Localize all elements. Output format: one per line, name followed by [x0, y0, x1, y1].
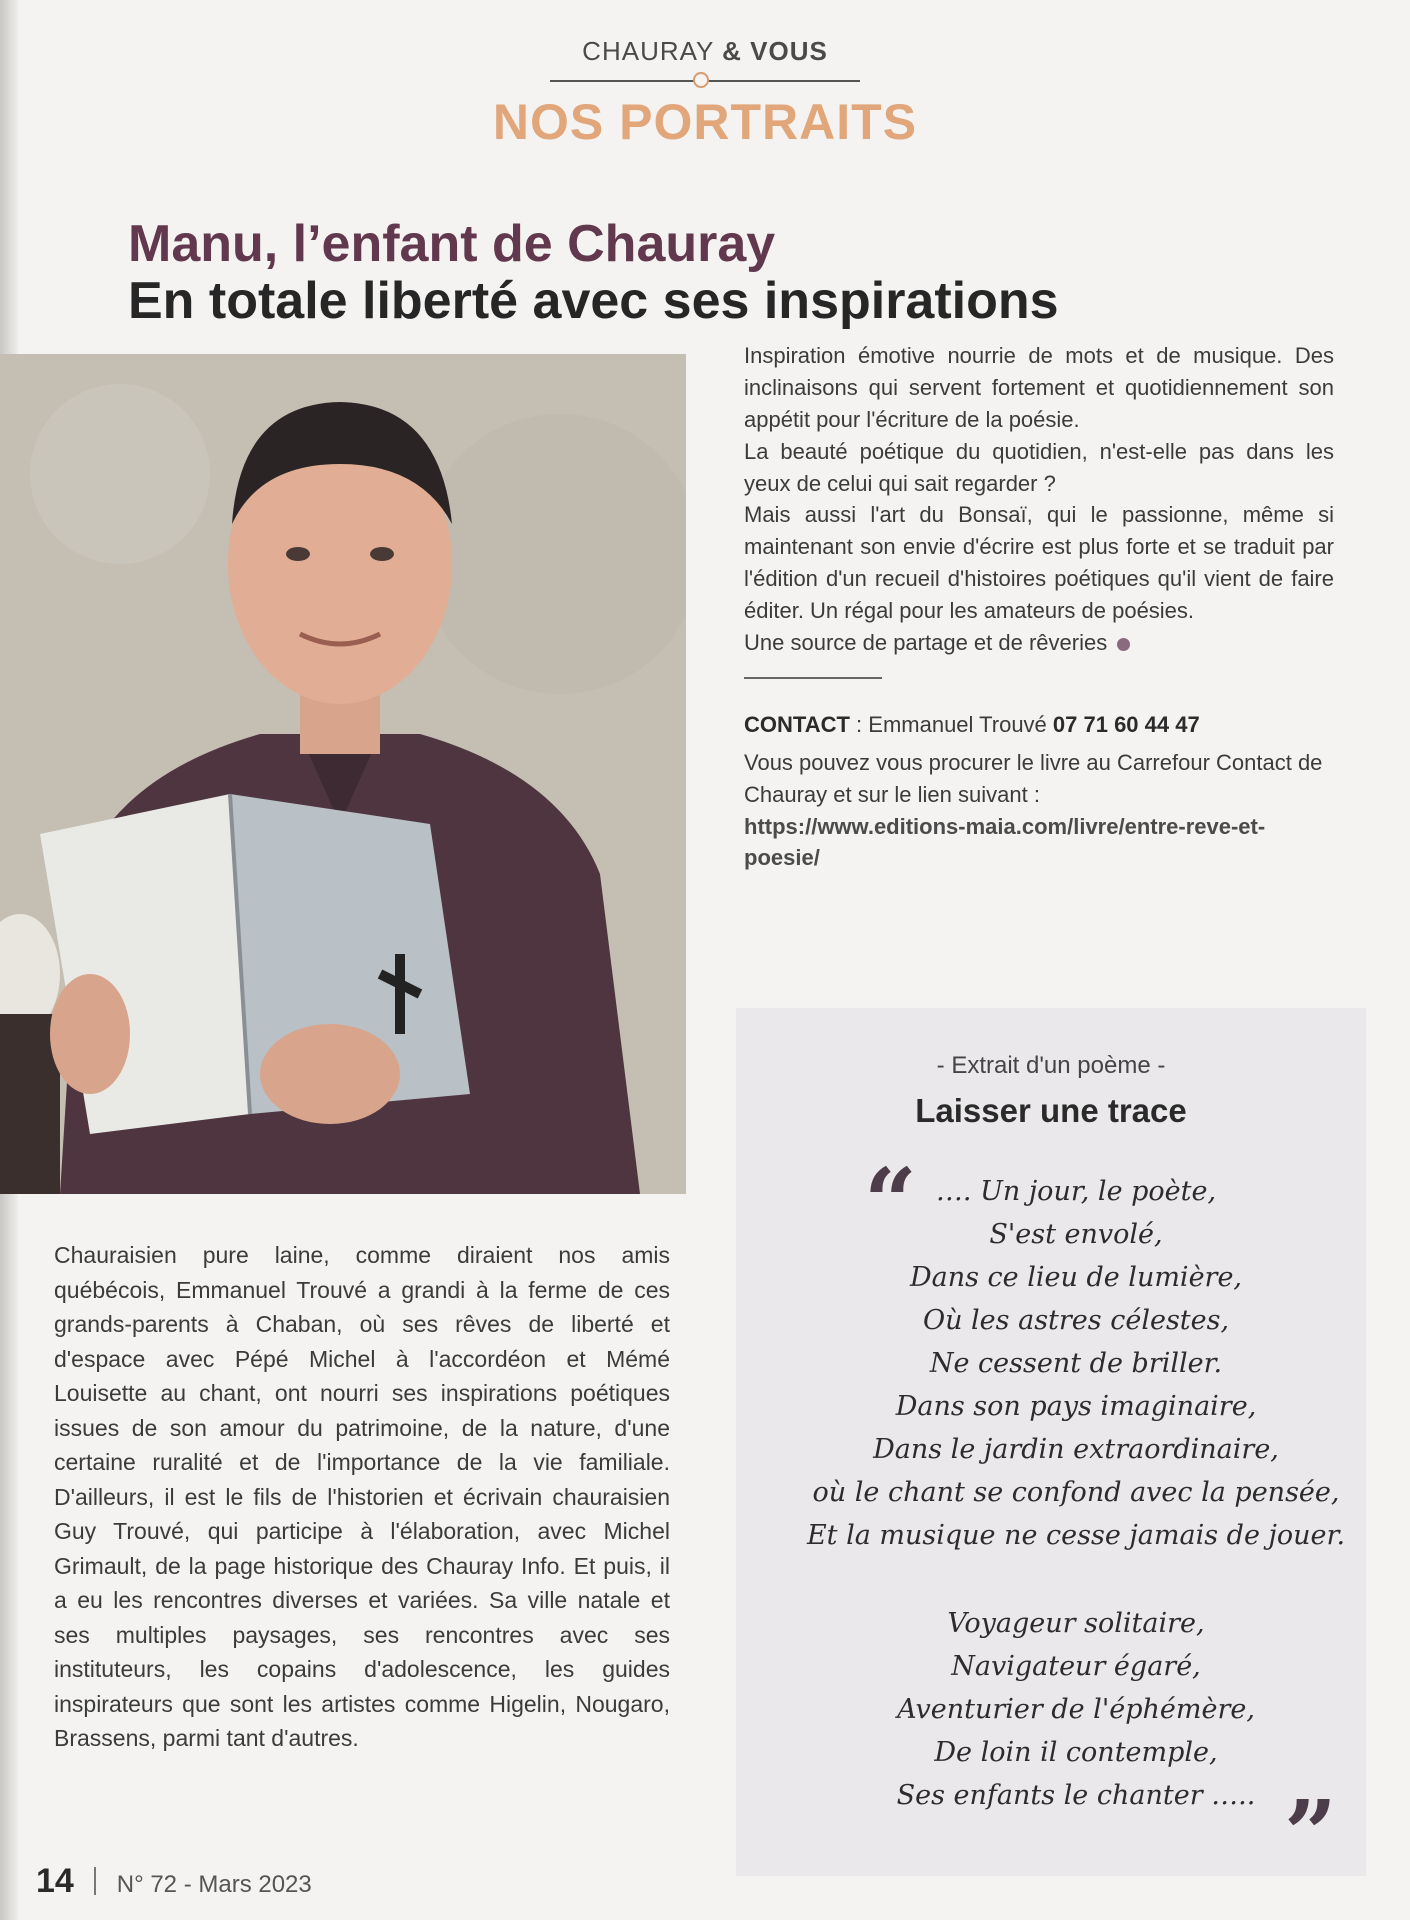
poem-line: Ses enfants le chanter ….. [896, 1780, 1256, 1811]
poem-line: Où les astres célestes, [922, 1305, 1230, 1336]
poem-kicker: - Extrait d'un poème - [936, 1052, 1166, 1079]
poem-line: Dans ce lieu de lumière, [909, 1262, 1243, 1293]
poem-line: Voyageur solitaire, [947, 1608, 1205, 1639]
intro-column [744, 340, 1334, 874]
section-title: NOS PORTRAITS [492, 94, 918, 150]
footer-separator [94, 1867, 96, 1895]
poem-line: Dans le jardin extraordinaire, [873, 1434, 1279, 1465]
section-divider [550, 71, 860, 91]
article-headline [128, 216, 1059, 330]
poem-stanza-1 [786, 1170, 1366, 1557]
issue-label: N° 72 - Mars 2023 [116, 1871, 312, 1898]
contact-separator: : [849, 711, 869, 737]
poem-line: Aventurier de l'éphémère, [897, 1694, 1255, 1725]
bio-paragraph: Chauraisien pure laine, comme diraient nos amis québécois, Emmanuel Trouvé a grandi à la ferme de ces grands-parents à Chaban, où ses rêves de liberté et d'espace avec Pépé Michel à l'accordéon et Mémé Louisette au chant, ont nourri ses inspirations poétiques issues de son amour du patrimoine, de la nature, d'une certaine ruralité et de l'importance de la vie familiale. D'ailleurs, il est le fils de l'historien et écrivain chauraisien Guy Trouvé, qui participe à l'élaboration, avec Michel Grimault, de la page historique des Chauray Info. Et puis, il a eu les rencontres diverses et variées. Sa ville natale et ses multiples paysages, ses rencontres avec ses instituteurs, les copains d'adolescence, les guides inspirateurs que sont les artistes comme Higelin, Nougaro, Brassens, parmi tant d'autres. [54, 1242, 670, 1751]
section-kicker-left: CHAURAY [582, 36, 714, 66]
bio-column [54, 1238, 670, 1756]
contact-divider [744, 677, 882, 679]
poem-line: Ne cessent de briller. [929, 1348, 1223, 1379]
poem-box [736, 1008, 1366, 1888]
section-header [0, 36, 1410, 151]
intro-paragraph-4-text: Une source de partage et de rêveries [744, 630, 1108, 656]
poem-line: …. Un jour, le poète, [935, 1176, 1217, 1207]
poem-line: Et la musique ne cesse jamais de jouer. [806, 1520, 1346, 1551]
contact-name: Emmanuel Trouvé [868, 711, 1053, 737]
portrait-illustration [0, 354, 686, 1194]
poem-line: où le chant se confond avec la pensée, [812, 1477, 1340, 1508]
poem-stanza-2 [786, 1602, 1366, 1817]
open-quote-icon: “ [864, 1148, 917, 1256]
section-kicker [0, 36, 1410, 67]
contact-phone: 07 71 60 44 47 [1052, 711, 1200, 737]
poem-line: Dans son pays imaginaire, [895, 1391, 1257, 1422]
intro-paragraph-2: La beauté poétique du quotidien, n'est-elle pas dans les yeux de celui qui sait regarder ? [744, 438, 1334, 496]
contact-block [744, 709, 1334, 874]
contact-text: Vous pouvez vous procurer le livre au Carrefour Contact de Chauray et sur le lien suivant : [744, 749, 1323, 807]
contact-line [744, 709, 1334, 741]
headline-line-2: En totale liberté avec ses inspirations [128, 272, 1059, 331]
portrait-photo [0, 354, 686, 1194]
page-footer [36, 1862, 312, 1901]
divider-circle-icon [693, 72, 709, 88]
poem-title: Laisser une trace [915, 1092, 1187, 1129]
section-kicker-right: & VOUS [722, 36, 828, 66]
contact-label: CONTACT [744, 711, 850, 737]
end-dot-icon [1117, 638, 1130, 651]
intro-paragraph-1: Inspiration émotive nourrie de mots et de musique. Des inclinaisons qui servent fortement et quotidiennement son appétit pour l'écriture de la poésie. [744, 343, 1334, 432]
book-link[interactable]: https://www.editions-maia.com/livre/entre-reve-et-poesie/ [744, 813, 1266, 871]
close-quote-icon: ” [1284, 1780, 1337, 1888]
headline-line-1: Manu, l’enfant de Chauray [128, 215, 776, 273]
intro-paragraph-4 [744, 627, 1334, 659]
page-number: 14 [36, 1862, 74, 1900]
poem-line: S'est envolé, [989, 1219, 1163, 1250]
poem-line: De loin il contemple, [934, 1737, 1218, 1768]
poem-line: Navigateur égaré, [951, 1651, 1201, 1682]
intro-paragraph-3: Mais aussi l'art du Bonsaï, qui le passionne, même si maintenant son envie d'écrire est plus forte et se traduit par l'édition d'un recueil d'histoires poétiques qu'il vient de faire éditer. Un régal pour les amateurs de poésies. [744, 502, 1334, 624]
